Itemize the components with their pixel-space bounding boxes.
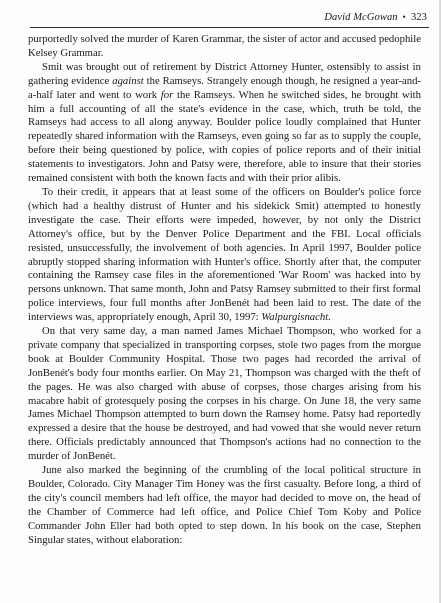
emphasis-text: against <box>112 74 144 87</box>
page-number: 323 <box>410 12 427 23</box>
paragraph <box>28 61 421 186</box>
paragraph-continued <box>28 33 421 61</box>
paragraph <box>28 325 421 464</box>
paragraph-text: On that very same day, a man named James Michael Thompson, who worked for a private company that specialized in transporting corpses, stole two pages from the morgue book at Boulder Community Hospital. Those two pages had recorded the arrival of JonBenét's body four months earlier. On May 21, Thompson was charged with the theft of the pages. He was also charged with abuse of corpses, those charges arising from his macabre habit of grotesquely posing the corpses in his charge. On June 18, the very same James Michael Thompson attempted to burn down the Ramsey home. Patsy had reportedly expressed a desire that the house be destroyed, and had vowed that she would never return there. Officials predictably announced that Thompson's actions had no connection to the murder of JonBenét. <box>28 325 421 463</box>
paragraph <box>28 186 421 325</box>
paragraph-text: Smit was brought out of retirement by District Attorney Hunter, ostensibly to assist in gathering evidence <box>28 60 421 87</box>
paragraph-text: purportedly solved the murder of Karen Grammar, the sister of actor and accused pedophile Kelsey Grammar. <box>28 33 421 59</box>
header-rule <box>30 27 429 28</box>
running-head <box>324 12 427 23</box>
paragraph <box>28 464 421 547</box>
running-head-author: David McGowan <box>324 12 398 23</box>
running-head-bullet: • <box>402 12 406 22</box>
emphasis-text: for <box>160 88 174 101</box>
body-text <box>28 33 421 548</box>
paragraph-text: the Ramseys. Strangely enough though, he resigned a year-and-a-half later and went to work <box>28 74 421 101</box>
paragraph-text: To their credit, it appears that at least some of the officers on Boulder's police force (which had a healthy distrust of Hunter and his sidekick Smit) attempted to honestly investigate the case. Their efforts were impeded, however, by not only the District Attorney's office, but by the Denver Police Department and the FBI. Local officials resisted, unsuccessfully, the involvement of both agencies. In April 1997, Boulder police abruptly stopped sharing information with Hunter's office. Shortly after that, the computer containing the Ramsey case files in the aforementioned 'War Room' was hacked into by persons unknown. That same month, John and Patsy Ramsey submitted to their first formal police interviews, four full months after JonBenét had been laid to rest. The date of the interviews was, appropriately enough, April 30, 1997: <box>28 185 421 324</box>
emphasis-text: Walpurgisnacht. <box>261 311 331 324</box>
paragraph-text: the Ramseys. When he switched sides, he brought with him a full accounting of all the state's evidence in the case, which, truth be told, the Ramseys had access to all along anyway. Boulder police loudly complained that Hunter repeatedly shared information with the Ramseys, even going so far as to supply the couple, before their being questioned by police, with copies of police reports and of their initial statements to investigators. John and Patsy were, therefore, able to insure that their stories remained consistent with both the known facts and with their prior alibis. <box>28 88 421 185</box>
paragraph-text: June also marked the beginning of the crumbling of the local political structure in Boulder, Colorado. City Manager Tim Honey was the first casualty. Before long, a third of the city's council members had left office, the mayor had decided to move on, the head of the Chamber of Commerce had left office, and Police Chief Tom Koby and Police Commander John Eller had both opted to step down. In his book on the case, Stephen Singular states, without elaboration: <box>28 464 421 546</box>
